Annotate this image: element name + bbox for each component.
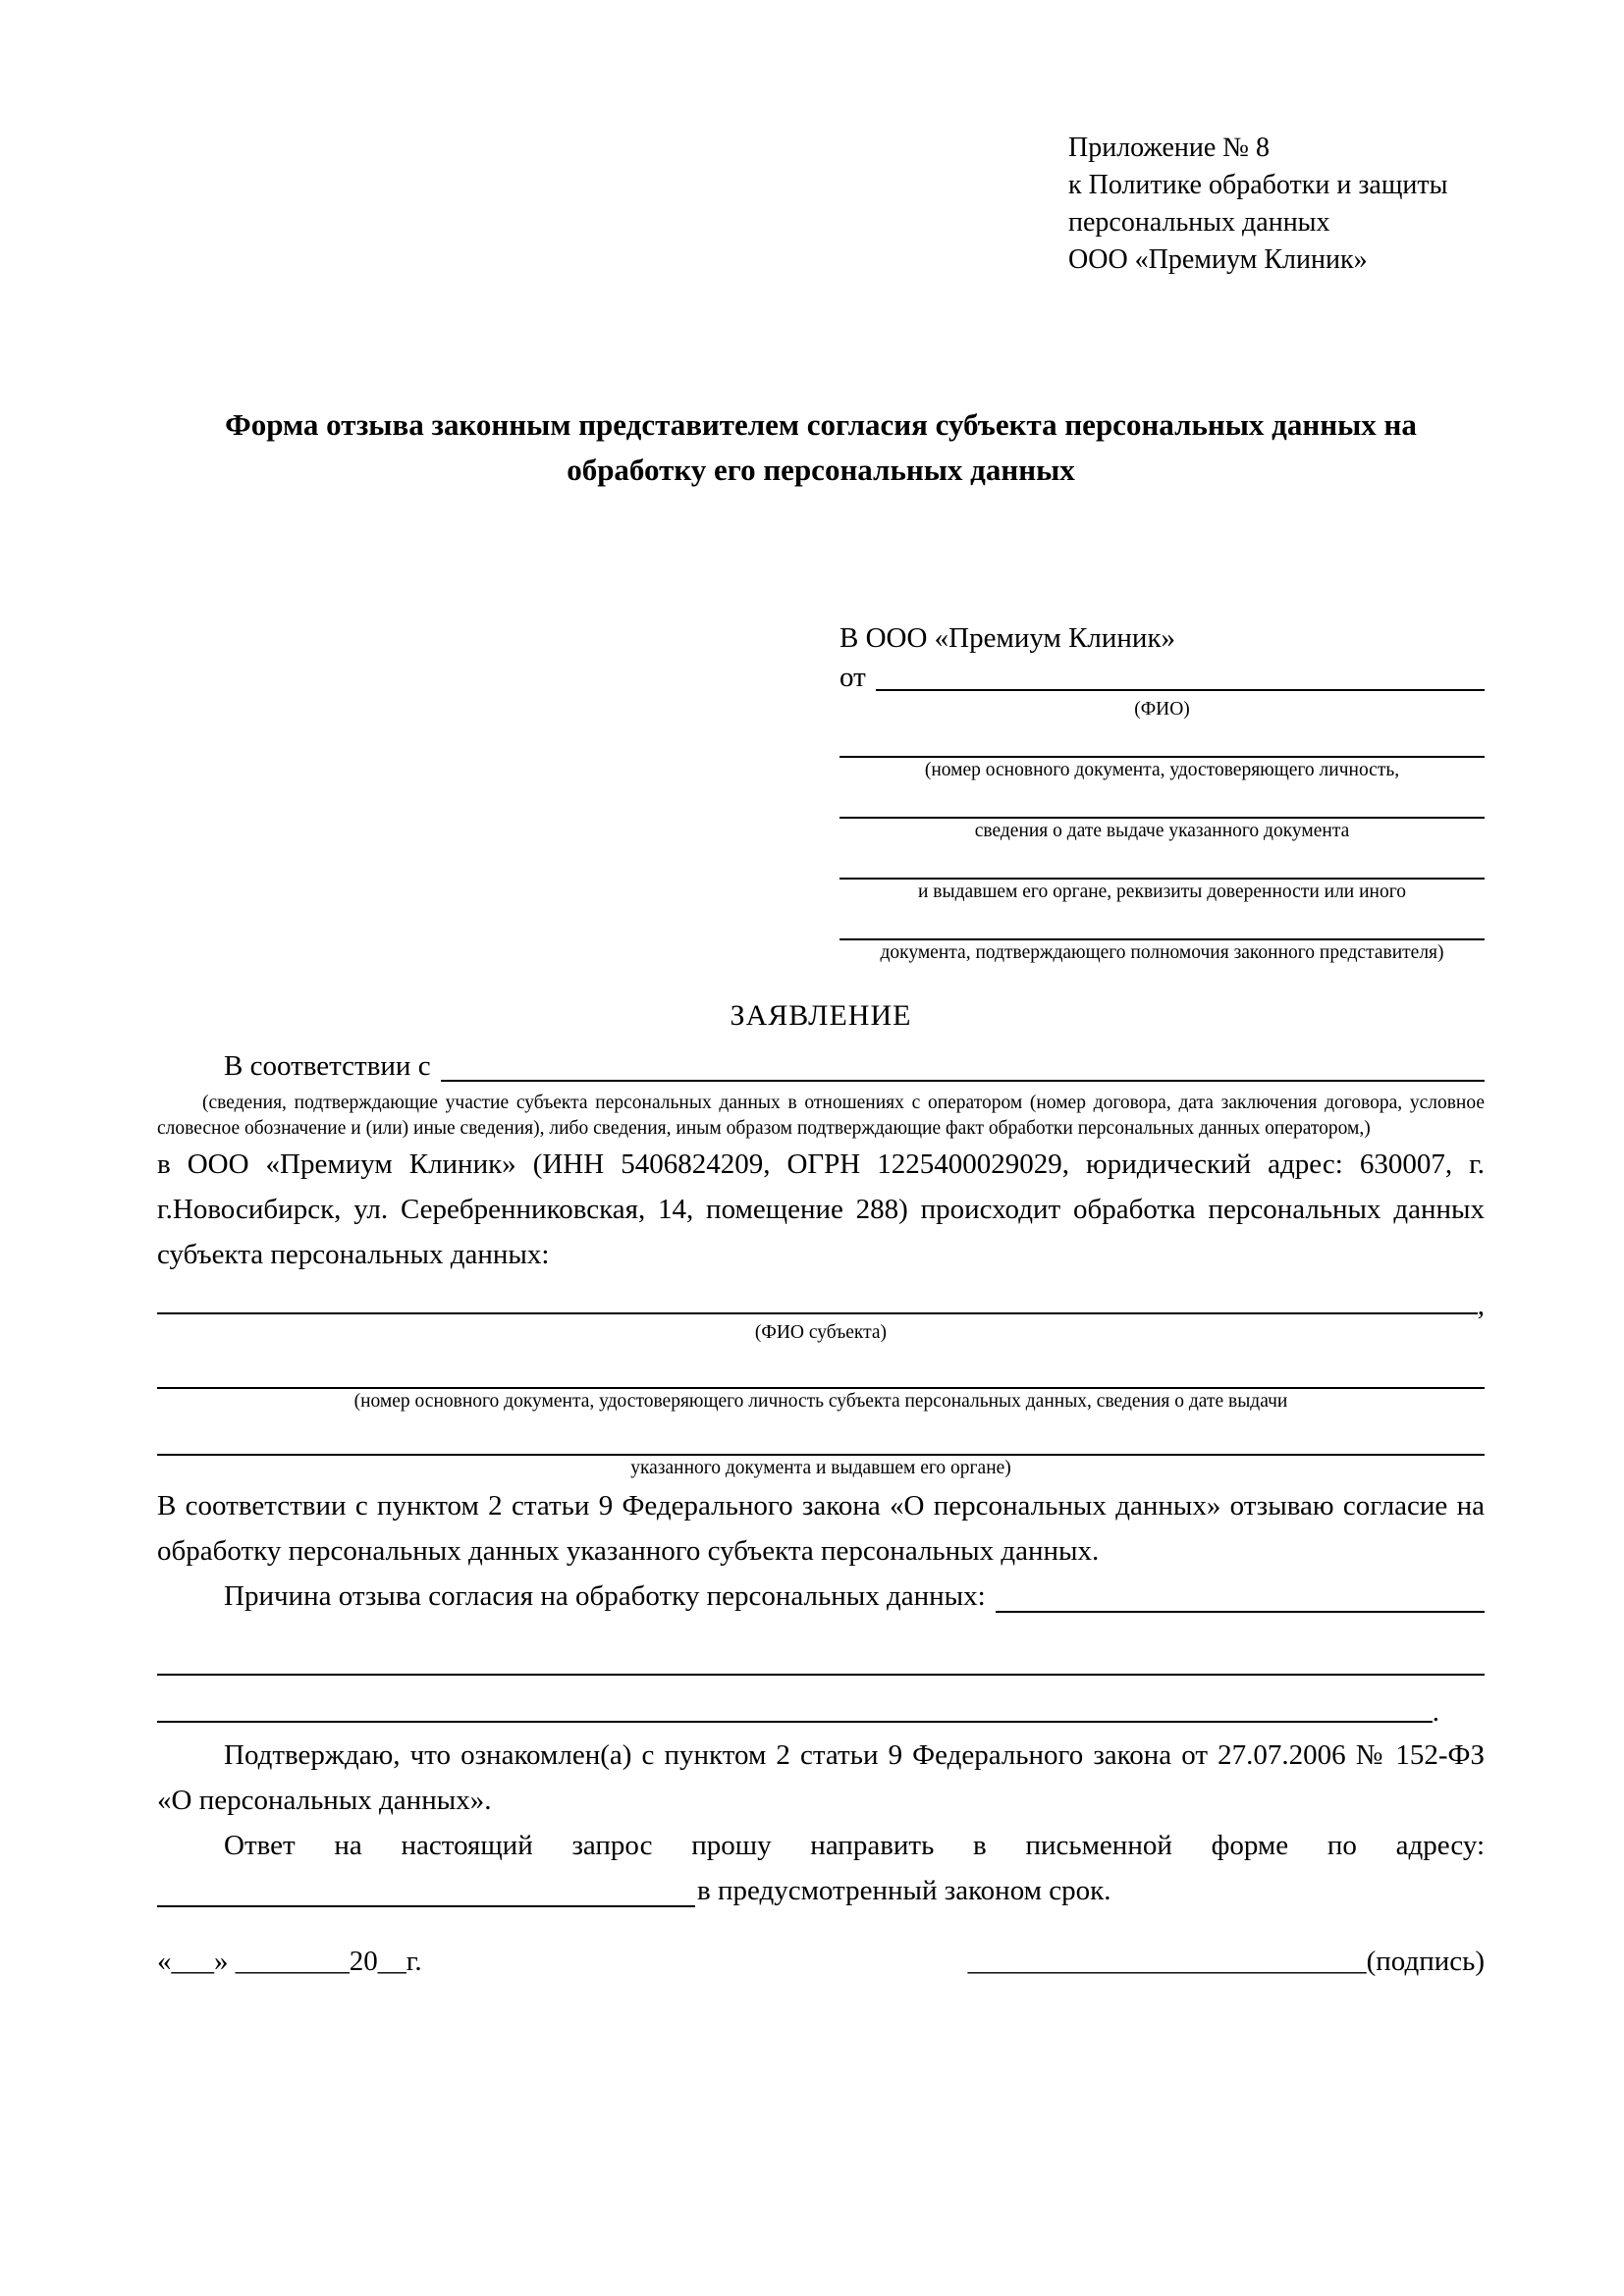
document-title: Форма отзыва законным представителем согласия субъекта персональных данных на обработку его персональных данных — [225, 407, 1417, 487]
addressee-to: В ООО «Премиум Клиник» — [839, 622, 1176, 654]
subject-doc-field — [157, 1413, 1485, 1479]
subject-fio-blank-line — [157, 1285, 1478, 1314]
subject-fio-caption: (ФИО субъекта) — [754, 1322, 888, 1343]
subject-fio-comma: , — [1477, 1290, 1485, 1321]
doc-blank-line — [839, 903, 1485, 940]
subject-doc-field — [157, 1344, 1485, 1413]
subject-doc-caption: (номер основного документа, удостоверяющего личность субъекта персональных данных, сведения о дате выдачи — [353, 1391, 1288, 1412]
doc-caption: (номер основного документа, удостоверяющего личность, — [924, 760, 1400, 780]
signature-block — [157, 1939, 1485, 1984]
accordance-note: (сведения, подтверждающие участие субъекта персональных данных в отношениях с оператором (номер договора, дата заключения договора, условное словесное обозначение и (или) иные сведения), либо сведения, иным образом подтверждающие факт обработки персональных данных оператором,) — [157, 1093, 1485, 1139]
reason-row — [157, 1574, 1485, 1619]
accordance-row — [157, 1044, 1485, 1088]
annex-block — [1068, 130, 1485, 279]
document-content — [157, 130, 1485, 1984]
statement-heading: ЗАЯВЛЕНИЕ — [730, 999, 912, 1032]
date-field: «___» ________20__г. — [157, 1946, 422, 1977]
fio-blank-line — [876, 689, 1485, 691]
reply-paragraph: Ответ на настоящий запрос прошу направить в письменной форме по адресу: — [224, 1830, 1485, 1861]
signature-caption: (подпись) — [1366, 1946, 1485, 1977]
doc-blank-line — [839, 781, 1485, 819]
reason-terminator: . — [1432, 1696, 1439, 1728]
reason-blank-line-row — [157, 1676, 1485, 1729]
addressee-from-row — [839, 658, 1485, 697]
signature-blank-line: ____________________________ — [967, 1946, 1367, 1977]
subject-doc-blank-line — [157, 1344, 1485, 1389]
operator-paragraph: в ООО «Премиум Клиник» (ИНН 5406824209, ОГРН 1225400029029, юридический адрес: 630007, г. г.Новосибирск, ул. Серебренниковская, 14, помещение 288) происходит обработка персональных данных субъекта персональных данных: — [157, 1148, 1485, 1270]
representative-doc-field — [839, 721, 1485, 781]
reply-tail: в предусмотренный законом срок. — [697, 1875, 1111, 1906]
representative-doc-field — [839, 781, 1485, 842]
reason-blank-line — [157, 1676, 1433, 1723]
signature-field — [968, 1939, 1485, 1984]
annex-line: Приложение № 8 — [1068, 133, 1270, 163]
subject-fio-field — [157, 1277, 1485, 1320]
accordance-label: В соответствии с — [224, 1050, 431, 1082]
reason-blank-line — [996, 1611, 1485, 1613]
doc-caption: документа, подтверждающего полномочия законного представителя) — [880, 942, 1444, 963]
reply-address-blank-line — [157, 1905, 695, 1907]
addressee-block — [839, 618, 1485, 964]
annex-line: персональных данных — [1068, 207, 1330, 238]
doc-caption: сведения о дате выдаче указанного документа — [974, 821, 1350, 841]
doc-caption: и выдавшем его органе, реквизиты доверенности или иного — [917, 881, 1406, 902]
reply-address-row — [157, 1868, 1485, 1913]
doc-blank-line — [839, 721, 1485, 758]
confirmation-paragraph: Подтверждаю, что ознакомлен(а) с пунктом 2 статьи 9 Федерального закона от 27.07.2006 № 152-ФЗ «О персональных данных». — [157, 1739, 1485, 1816]
doc-blank-line — [839, 842, 1485, 880]
representative-doc-field — [839, 903, 1485, 964]
withdrawal-paragraph: В соответствии с пунктом 2 статьи 9 Федерального закона «О персональных данных» отзываю согласие на обработку персональных данных указанного субъекта персональных данных. — [157, 1490, 1485, 1567]
fio-caption: (ФИО) — [1134, 699, 1190, 720]
subject-doc-caption: указанного документа и выдавшем его органе) — [630, 1458, 1011, 1478]
representative-doc-field — [839, 842, 1485, 903]
from-label: от — [839, 662, 866, 693]
annex-line: к Политике обработки и защиты — [1068, 170, 1448, 200]
accordance-blank-line — [441, 1080, 1485, 1082]
annex-line: ООО «Премиум Клиник» — [1068, 244, 1368, 275]
subject-doc-blank-line — [157, 1413, 1485, 1456]
reason-label: Причина отзыва согласия на обработку персональных данных: — [224, 1580, 986, 1612]
